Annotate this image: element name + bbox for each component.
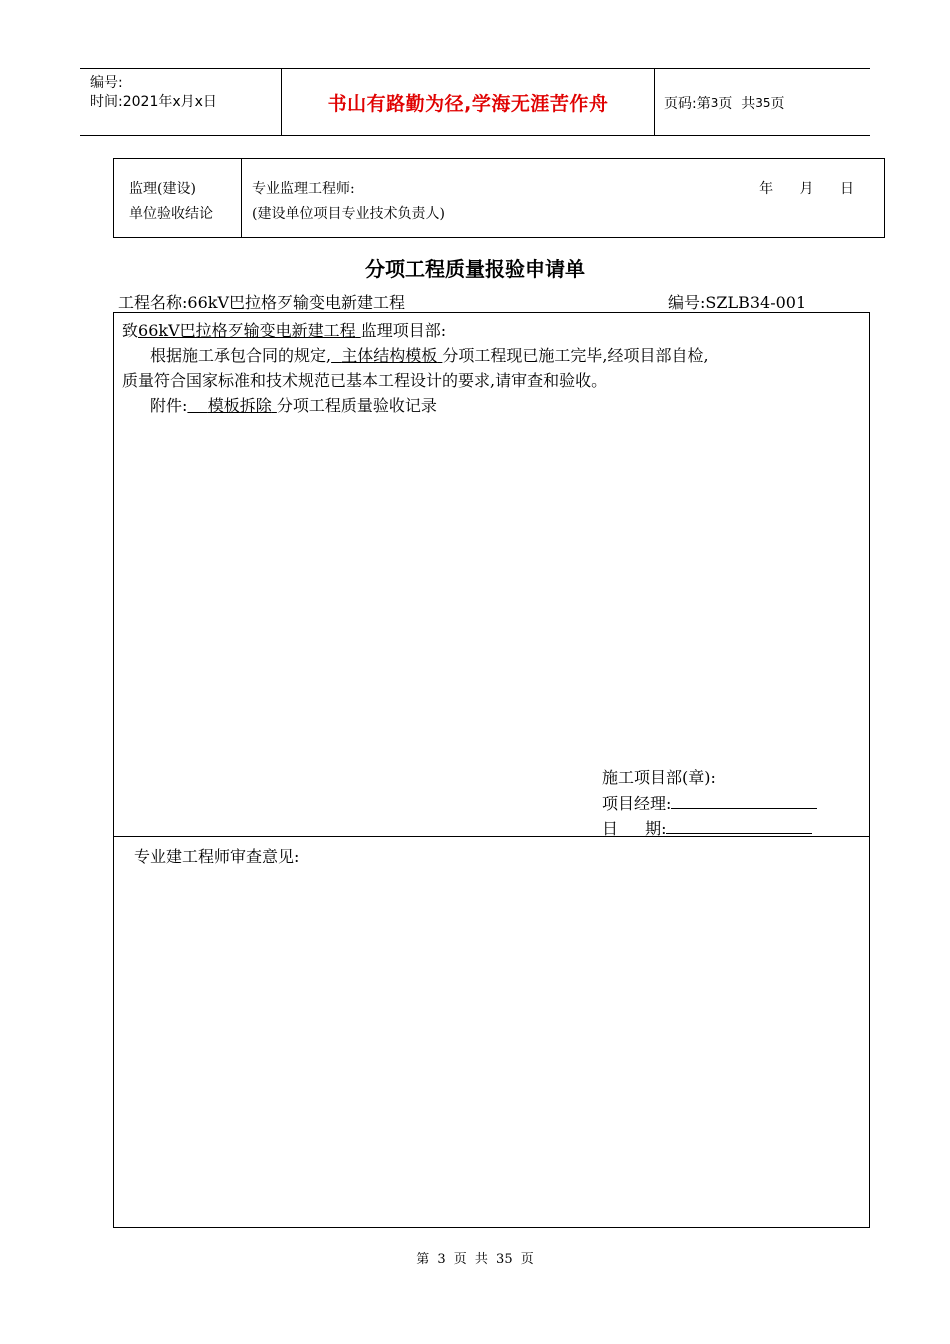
page-suffix: 页 — [770, 95, 785, 112]
page-prefix: 页码:第 — [664, 95, 711, 112]
date-line — [602, 816, 812, 839]
addressee-project: 66kV巴拉格歹输变电新建工程 — [138, 321, 356, 340]
acceptance-label-line2: 单位验收结论 — [129, 206, 213, 222]
date-label: 日 期: — [602, 819, 667, 838]
acceptance-date: 年 月 日 — [759, 181, 854, 197]
page-footer: 第 3 页 共 35 页 — [416, 1252, 534, 1267]
body-para2: 质量符合国家标准和技术规范已基本工程设计的要求,请审查和验收。 — [122, 371, 608, 390]
date-blank — [666, 820, 812, 834]
header-meta — [80, 69, 281, 136]
construction-dept-seal: 施工项目部(章): — [602, 768, 716, 787]
page-header — [80, 68, 870, 136]
supervisor-label: 专业监理工程师: — [252, 181, 355, 197]
para1-prefix: 根据施工承包合同的规定, — [150, 346, 332, 365]
page-mid: 页 共 — [718, 95, 756, 112]
header-page-info — [664, 69, 870, 136]
acceptance-table — [113, 158, 885, 238]
addressee-line: 致66kV巴拉格歹输变电新建工程 监理项目部: — [122, 321, 447, 340]
para1-suffix: 分项工程现已施工完毕,经项目部自检, — [442, 346, 709, 365]
acceptance-label-cell — [114, 159, 242, 237]
acceptance-label-line1: 监理(建设) — [129, 181, 196, 197]
acceptance-content-cell — [242, 159, 884, 237]
header-number-label: 编号: — [90, 75, 123, 91]
header-motto: 书山有路勤为径,学海无涯苦作舟 — [281, 69, 655, 136]
attachment-prefix: 附件: — [150, 396, 188, 415]
addressee-suffix: 监理项目部: — [360, 321, 447, 340]
attachment-suffix: 分项工程质量验收记录 — [276, 396, 437, 415]
manager-label: 项目经理: — [602, 794, 672, 813]
owner-tech-label: (建设单位项目专业技术负责人) — [252, 206, 445, 222]
manager-blank — [671, 795, 817, 809]
project-name: 工程名称:66kV巴拉格歹输变电新建工程 — [118, 293, 406, 312]
header-time-label: 时间:2021年x月x日 — [90, 94, 217, 110]
application-form — [113, 312, 870, 1228]
form-title: 分项工程质量报验申请单 — [365, 257, 585, 281]
form-code: 编号:SZLB34-001 — [668, 293, 807, 312]
manager-line — [602, 791, 817, 814]
body-para1 — [150, 343, 709, 366]
subitem-name: 主体结构模板 — [341, 346, 438, 365]
review-label: 专业建工程师审查意见: — [134, 847, 300, 866]
page-number: 3 — [710, 95, 719, 110]
attachment-line — [150, 393, 437, 416]
application-section — [114, 313, 869, 837]
attachment-item: 模板拆除 — [207, 396, 272, 415]
page-total: 35 — [755, 95, 771, 110]
